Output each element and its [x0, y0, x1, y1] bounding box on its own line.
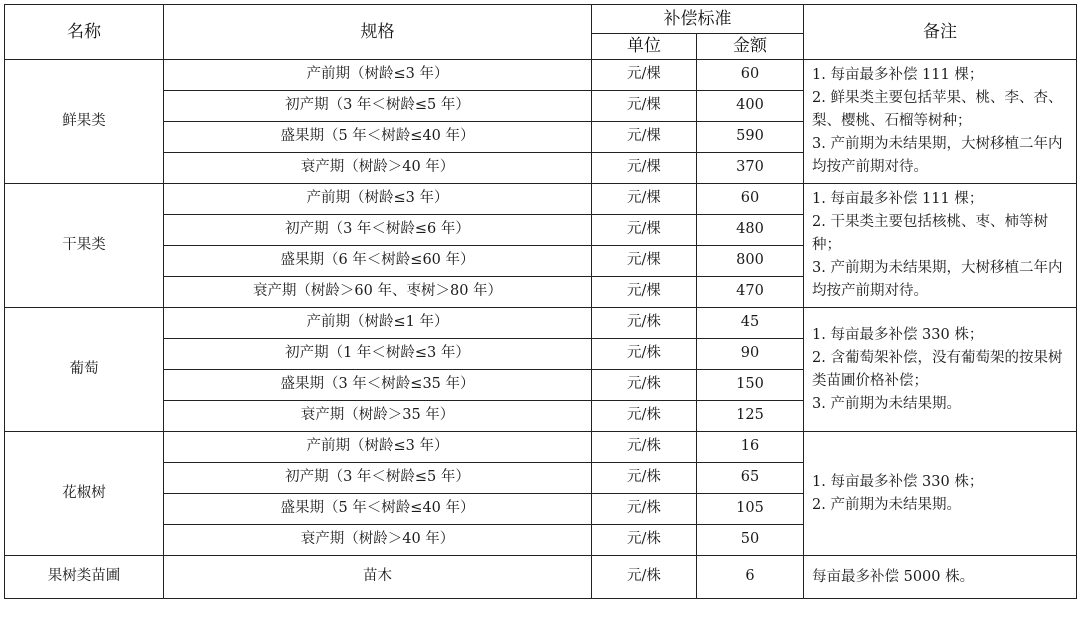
header-spec: 规格 — [164, 5, 592, 60]
remark-line: 1. 每亩最多补偿 330 株； — [812, 326, 984, 343]
category-name: 花椒树 — [5, 432, 164, 556]
unit-cell: 元/棵 — [592, 122, 697, 153]
header-remark: 备注 — [804, 5, 1077, 60]
unit-cell: 元/株 — [592, 370, 697, 401]
amount-cell: 50 — [697, 525, 804, 556]
remark-line: 2. 干果类主要包括核桃、枣、柿等树种； — [812, 214, 1048, 253]
spec-cell: 盛果期（5 年＜树龄≤40 年） — [164, 122, 592, 153]
remark-line: 1. 每亩最多补偿 111 棵； — [812, 191, 984, 207]
spec-cell: 衰产期（树龄＞40 年） — [164, 153, 592, 184]
amount-cell: 6 — [697, 556, 804, 599]
amount-cell: 45 — [697, 308, 804, 339]
remark-cell — [804, 432, 1077, 556]
amount-cell: 590 — [697, 122, 804, 153]
unit-cell: 元/棵 — [592, 91, 697, 122]
header-name: 名称 — [5, 5, 164, 60]
amount-cell: 16 — [697, 432, 804, 463]
unit-cell: 元/棵 — [592, 215, 697, 246]
amount-cell: 105 — [697, 494, 804, 525]
amount-cell: 65 — [697, 463, 804, 494]
unit-cell: 元/株 — [592, 525, 697, 556]
amount-cell: 60 — [697, 184, 804, 215]
unit-cell: 元/棵 — [592, 277, 697, 308]
category-name: 鲜果类 — [5, 60, 164, 184]
spec-cell: 衰产期（树龄＞40 年） — [164, 525, 592, 556]
header-amount: 金额 — [697, 34, 804, 60]
spec-cell: 产前期（树龄≤3 年） — [164, 432, 592, 463]
remark-line: 1. 每亩最多补偿 330 株； — [812, 473, 984, 490]
unit-cell: 元/株 — [592, 556, 697, 599]
amount-cell: 150 — [697, 370, 804, 401]
amount-cell: 470 — [697, 277, 804, 308]
compensation-table — [4, 4, 1077, 599]
amount-cell: 90 — [697, 339, 804, 370]
table-row — [5, 432, 1077, 463]
unit-cell: 元/棵 — [592, 246, 697, 277]
amount-cell: 480 — [697, 215, 804, 246]
category-name: 葡萄 — [5, 308, 164, 432]
header-unit: 单位 — [592, 34, 697, 60]
amount-cell: 370 — [697, 153, 804, 184]
spec-cell: 衰产期（树龄＞35 年） — [164, 401, 592, 432]
unit-cell: 元/棵 — [592, 60, 697, 91]
unit-cell: 元/株 — [592, 432, 697, 463]
unit-cell: 元/株 — [592, 401, 697, 432]
amount-cell: 400 — [697, 91, 804, 122]
remark-line: 3. 产前期为未结果期，大树移植二年内均按产前期对待。 — [812, 136, 1063, 175]
unit-cell: 元/棵 — [592, 184, 697, 215]
table-row — [5, 184, 1077, 215]
spec-cell: 盛果期（5 年＜树龄≤40 年） — [164, 494, 592, 525]
spec-cell: 衰产期（树龄＞60 年、枣树＞80 年） — [164, 277, 592, 308]
category-name: 果树类苗圃 — [5, 556, 164, 599]
remark-line: 3. 产前期为未结果期，大树移植二年内均按产前期对待。 — [812, 260, 1063, 299]
remark-line: 2. 鲜果类主要包括苹果、桃、李、杏、梨、樱桃、石榴等树种； — [812, 90, 1063, 129]
spec-cell: 初产期（3 年＜树龄≤5 年） — [164, 91, 592, 122]
spec-cell: 盛果期（6 年＜树龄≤60 年） — [164, 246, 592, 277]
unit-cell: 元/株 — [592, 339, 697, 370]
unit-cell: 元/株 — [592, 308, 697, 339]
amount-cell: 800 — [697, 246, 804, 277]
remark-line: 2. 产前期为未结果期。 — [812, 496, 961, 513]
spec-cell: 初产期（3 年＜树龄≤5 年） — [164, 463, 592, 494]
spec-cell: 盛果期（3 年＜树龄≤35 年） — [164, 370, 592, 401]
table-row — [5, 556, 1077, 599]
unit-cell: 元/株 — [592, 463, 697, 494]
unit-cell: 元/株 — [592, 494, 697, 525]
spec-cell: 苗木 — [164, 556, 592, 599]
remark-cell — [804, 60, 1077, 184]
header-standard: 补偿标准 — [592, 5, 804, 34]
spec-cell: 产前期（树龄≤3 年） — [164, 184, 592, 215]
category-name: 干果类 — [5, 184, 164, 308]
spec-cell: 产前期（树龄≤3 年） — [164, 60, 592, 91]
spec-cell: 初产期（3 年＜树龄≤6 年） — [164, 215, 592, 246]
remark-line: 2. 含葡萄架补偿，没有葡萄架的按果树类苗圃价格补偿； — [812, 349, 1063, 389]
table-row — [5, 60, 1077, 91]
unit-cell: 元/棵 — [592, 153, 697, 184]
amount-cell: 60 — [697, 60, 804, 91]
amount-cell: 125 — [697, 401, 804, 432]
remark-cell — [804, 184, 1077, 308]
remark-line: 1. 每亩最多补偿 111 棵； — [812, 67, 984, 83]
remark-cell: 每亩最多补偿 5000 株。 — [804, 556, 1077, 599]
header-row — [5, 5, 1077, 34]
table-row — [5, 308, 1077, 339]
remark-cell — [804, 308, 1077, 432]
spec-cell: 初产期（1 年＜树龄≤3 年） — [164, 339, 592, 370]
spec-cell: 产前期（树龄≤1 年） — [164, 308, 592, 339]
remark-line: 3. 产前期为未结果期。 — [812, 395, 961, 412]
